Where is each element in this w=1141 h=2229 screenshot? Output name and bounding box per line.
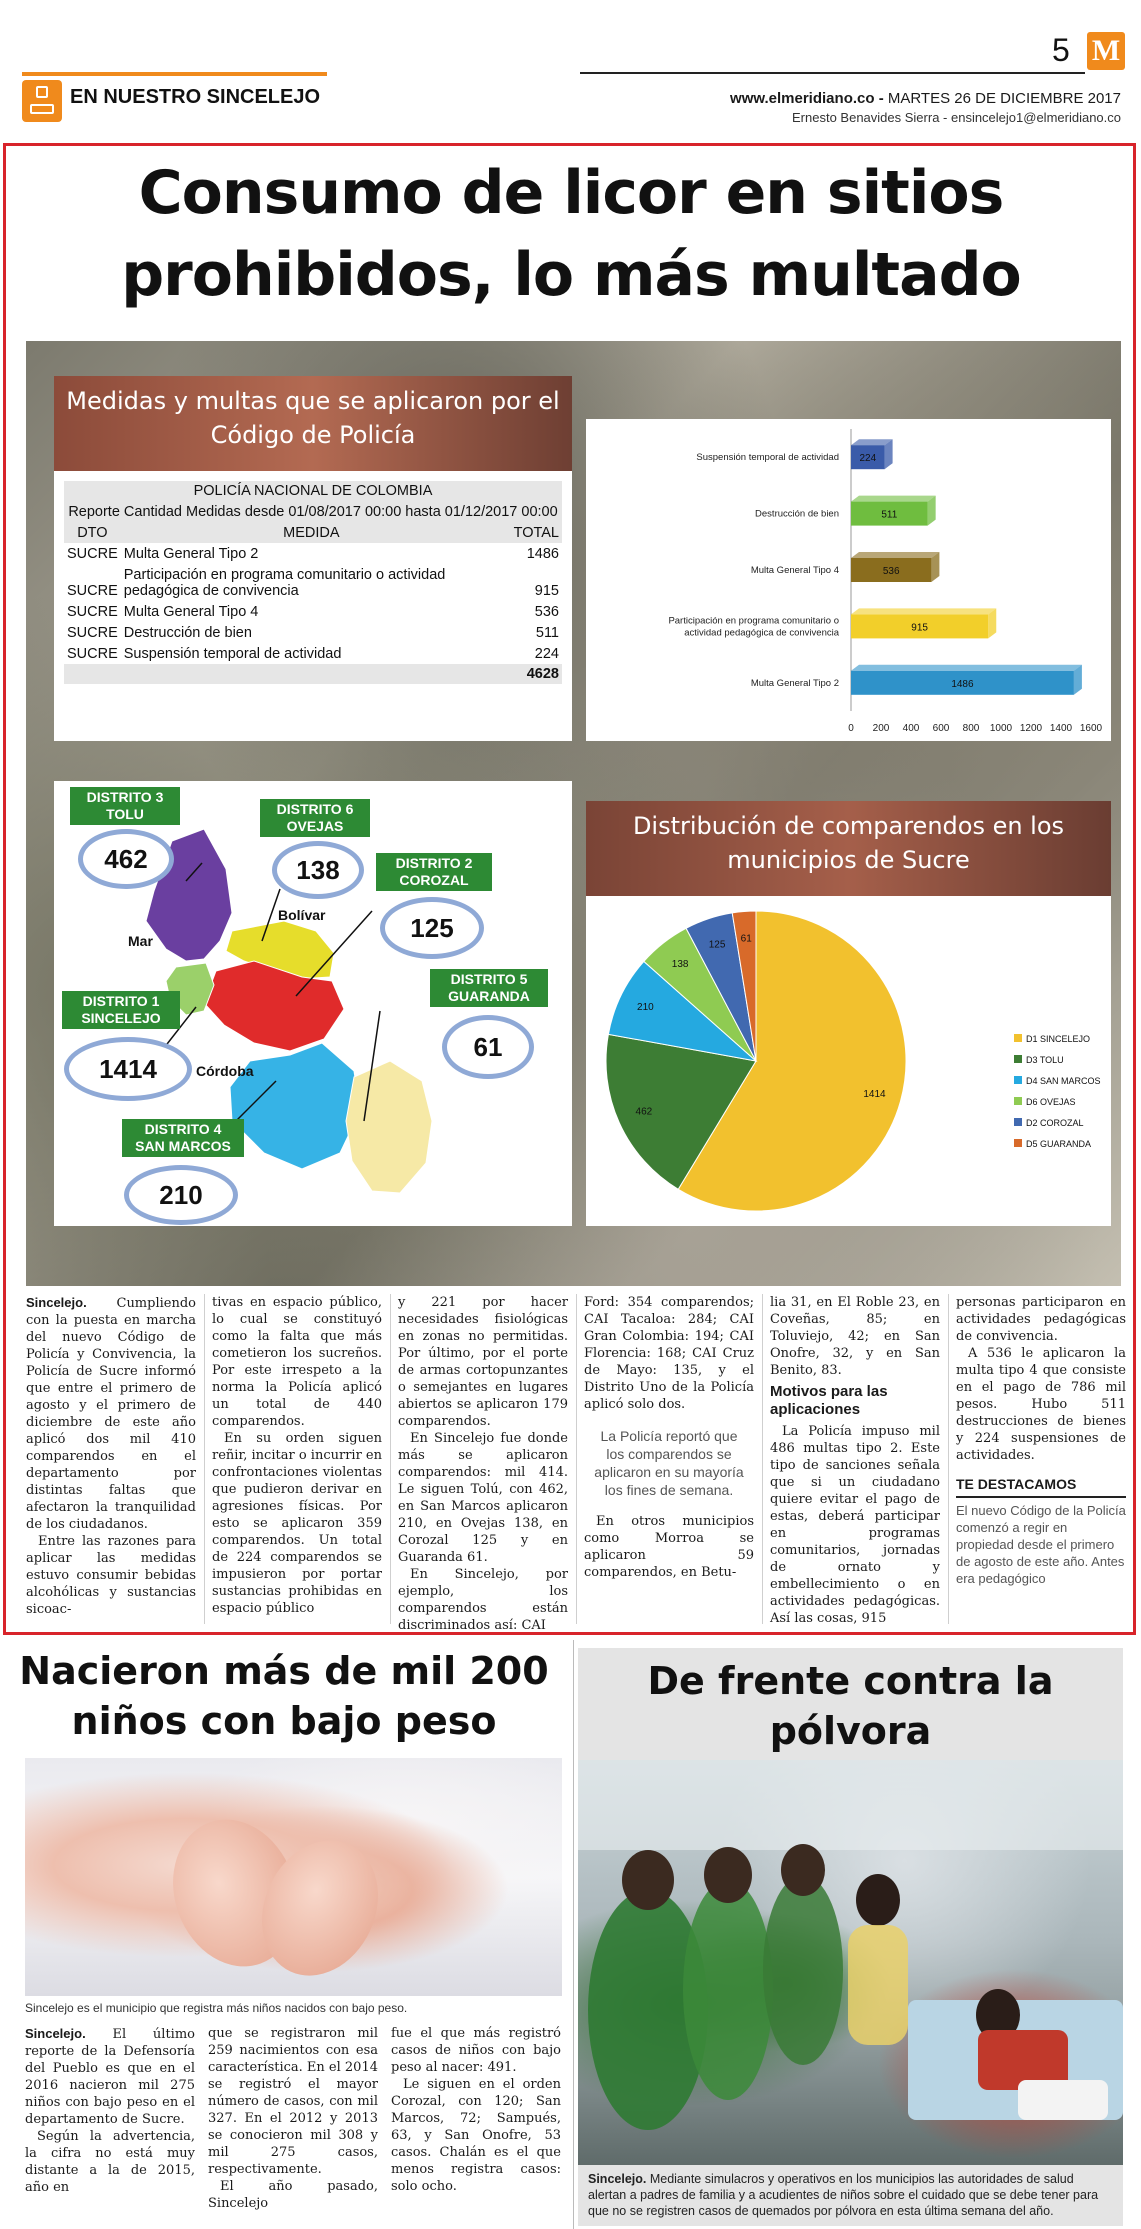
- bar-category-label: Suspensión temporal de actividad: [696, 452, 839, 464]
- background-photo: [26, 341, 1121, 1286]
- bar-data-label: 536: [882, 566, 900, 577]
- pull-quote: La Policía reportó que los comparendos se aplicaron en su mayoría los fines de semana.: [594, 1428, 744, 1498]
- table-title: Medidas y multas que se aplicaron por el Código de Policía: [66, 387, 560, 449]
- paragraph: Cumpliendo con la puesta en marcha del nuevo Código de Policía y Convivencia, la Policía de Sucre informó que entre el primero de agosto y el primero de diciembre de este año aplicó dos mil 410 comparendos en el departamento por distintas faltas que afectaron la tranquilidad de los ciudadanos.: [26, 1296, 196, 1532]
- legend-entry: D4 SAN MARCOS: [1026, 1076, 1101, 1086]
- body-column-6: [956, 1294, 1126, 1624]
- table-row: [64, 544, 562, 565]
- paragraph: tivas en espacio público, lo cual se constituyó como la falta que más cometieron los sucreños. Por este irrespeto a la norma la Policía aplicó un total de 440 comparendos.: [212, 1295, 382, 1429]
- district-count-guaranda: 61: [442, 1015, 534, 1079]
- bar-category-label: Multa General Tipo 4: [750, 565, 839, 576]
- district-label-text: DISTRITO 3 TOLU: [86, 789, 164, 822]
- table-total-row: [64, 664, 562, 684]
- paragraph: Según la advertencia, la cifra no está muy distante a la de 2015, año en: [25, 2129, 195, 2195]
- legend-swatch: [1014, 1118, 1022, 1126]
- story3-headline: De frente contra la pólvora: [647, 1659, 1054, 1753]
- body-column-3: [398, 1294, 568, 1633]
- brand-logo: M: [1087, 32, 1125, 70]
- paragraph: que se registraron mil 259 nacimientos con esa característica. En el 2014 se registró el mayor número de casos, con mil 327. En el 2012 y 2013 se conocieron mil 308 y mil 275 casos, respectivamente.: [208, 2026, 378, 2177]
- bar-tick-label: 0: [848, 723, 854, 734]
- body-column-2: [212, 1294, 382, 1624]
- district-map-panel: [54, 781, 572, 1226]
- district-label-guaranda: [430, 969, 548, 1007]
- table-header-line2: Reporte Cantidad Medidas desde 01/08/2017 00:00 hasta 01/12/2017 00:00: [64, 502, 562, 523]
- cell-medida: Destrucción de bien: [121, 623, 502, 644]
- cell-total: 511: [502, 623, 562, 644]
- district-count-tolu: 462: [78, 829, 174, 889]
- pie-data-label: 138: [671, 959, 689, 971]
- legend-entry: D1 SINCELEJO: [1026, 1034, 1091, 1044]
- district-label-sincelejo: [62, 991, 180, 1029]
- pie-data-label: 462: [635, 1106, 653, 1118]
- story2-column-1: [25, 2025, 195, 2225]
- paragraph: El año pasado, Sincelejo: [208, 2179, 378, 2211]
- table-row: [64, 644, 562, 665]
- district-label-corozal: [376, 853, 492, 891]
- te-destacamos-title: TE DESTACAMOS: [956, 1476, 1126, 1498]
- section-accent-bar: [22, 72, 327, 76]
- paragraph: y 221 por hacer necesidades fisiológicas en zonas no permitidas. Por último, por el porte de armas cortopunzantes o semejantes en lugares abiertos se aplicaron 179 comparendos.: [398, 1295, 568, 1429]
- cell-medida: Multa General Tipo 4: [121, 602, 502, 623]
- paragraph: Entre las razones para aplicar las medidas estuvo consumir bebidas alcohólicas y sustancias sicoac-: [26, 1534, 196, 1617]
- legend-swatch: [1014, 1097, 1022, 1105]
- dateline: [730, 90, 1121, 107]
- pie-chart-panel: [586, 896, 1111, 1226]
- bar-data-label: 224: [859, 453, 877, 465]
- bar-data-label: 511: [881, 509, 898, 521]
- paragraph: La Policía impuso mil 486 multas tipo 2. Este tipo de sanciones señala que si un ciudadano quiere evitar el pago de estas, deberá participar en programas comunitarios, jornadas de ornato y embellecimiento o en actividades pedagógicas. Así las cosas, 915: [770, 1424, 940, 1626]
- pie-data-label: 125: [708, 939, 726, 951]
- legend-swatch: [1014, 1139, 1022, 1147]
- district-count-ovejas: 138: [272, 841, 364, 899]
- paragraph: fue el que más registró casos de niños con bajo peso al nacer: 491.: [391, 2026, 561, 2075]
- street-lamp-icon: [22, 80, 62, 122]
- paragraph: En otros municipios como Morroa se aplicaron 59 comparendos, en Betu-: [584, 1514, 754, 1580]
- table-row: [64, 565, 562, 602]
- baby-photo-caption: Sincelejo es el municipio que registra más niños nacidos con bajo peso.: [25, 2001, 408, 2015]
- cell-dto: SUCRE: [64, 623, 121, 644]
- pie-title: Distribución de comparendos en los municipios de Sucre: [632, 812, 1065, 874]
- cell-medida: Participación en programa comunitario o actividad pedagógica de convivencia: [121, 565, 502, 602]
- bar-top-face: [851, 665, 1082, 671]
- cell-total: 536: [502, 602, 562, 623]
- bar-category-label: Destrucción de bien: [755, 508, 839, 520]
- bar-tick-label: 1400: [1049, 723, 1073, 734]
- table-header-line1: POLICÍA NACIONAL DE COLOMBIA: [64, 481, 562, 502]
- header-rule: [580, 72, 1085, 74]
- paragraph: En Sincelejo fue donde más se aplicaron comparendos: mil 414. Le siguen Tolú, con 462, en San Marcos aplicaron 210, en Ovejas 138, en Corozal 125 y en Guaranda 61.: [398, 1431, 568, 1565]
- measures-table: [64, 481, 562, 684]
- legend-entry: D6 OVEJAS: [1026, 1097, 1076, 1107]
- dateline-lead: Sincelejo.: [26, 1295, 87, 1310]
- cell-medida: Suspensión temporal de actividad: [121, 644, 502, 665]
- paragraph: En su orden siguen reñir, incitar o incurrir en confrontaciones violentas que pudieron derivar en agresiones físicas. Por esto se aplicaron 359 comparendos. Un total de 224 comparendos se impusieron por portar sustancias prohibidas en espacio público: [212, 1431, 382, 1616]
- col-header-medida: MEDIDA: [121, 523, 502, 544]
- district-count-san-marcos: 210: [124, 1165, 238, 1225]
- table-row: [64, 602, 562, 623]
- legend-entry: D3 TOLU: [1026, 1055, 1064, 1065]
- body-column-1: [26, 1294, 196, 1624]
- bar-top-face: [851, 496, 936, 502]
- cell-total: 224: [502, 644, 562, 665]
- paragraph: Ford: 354 comparendos; CAI Tacaloa: 284; CAI Gran Colombia: 194; CAI Florencia: 168; CAI Cruz de Mayo: 135, y el Distrito Uno de la Policía aplicó solo dos.: [584, 1295, 754, 1412]
- bar-tick-label: 1600: [1079, 723, 1103, 734]
- pie-title-panel: [586, 801, 1111, 896]
- page-number: 5: [1052, 32, 1070, 68]
- measures-table-panel: [54, 471, 572, 741]
- bar-chart: [586, 419, 1111, 741]
- paragraph: Le siguen en el orden Corozal, con 120; San Marcos, 72; Sampués, 63, y San Onofre, 53 casos. Chalán es el que menos registra casos: solo ocho.: [391, 2077, 561, 2194]
- caption-text: Mediante simulacros y operativos en los municipios las autoridades de salud alertan a padres de familia y a acudientes de niños sobre el cuidado que se debe tener para que no se registren casos de quemados por pólvora en esta última semana del año.: [588, 2172, 1099, 2218]
- dateline-lead: Sincelejo.: [588, 2172, 647, 2186]
- pie-data-label: 1414: [863, 1089, 886, 1101]
- district-label-text: DISTRITO 4 SAN MARCOS: [135, 1121, 231, 1154]
- column-divider: [573, 1640, 574, 2229]
- district-label-san-marcos: [122, 1119, 244, 1157]
- bar-chart-panel: [586, 419, 1111, 741]
- bar-tick-label: 1200: [1019, 723, 1043, 734]
- district-label-tolu: [70, 787, 180, 825]
- bar-data-label: 1486: [951, 678, 974, 690]
- story2-column-3: [391, 2025, 561, 2225]
- col-header-total: TOTAL: [502, 523, 562, 544]
- bar-category-label: Participación en programa comunitario o actividad pedagógica de convivencia: [668, 615, 839, 639]
- main-story: [3, 143, 1136, 1635]
- district-label-ovejas: [260, 799, 370, 837]
- paragraph: El último reporte de la Defensoría del Pueblo es que en el 2016 nacieron mil 275 niños con bajo peso en el departamento de Sucre.: [25, 2027, 195, 2127]
- cell-dto: SUCRE: [64, 644, 121, 665]
- map-place-cordoba: Córdoba: [196, 1063, 254, 1079]
- cell-total: 1486: [502, 544, 562, 565]
- bar-data-label: 915: [911, 622, 928, 634]
- section-name: EN NUESTRO SINCELEJO: [70, 86, 321, 108]
- baby-feet-photo: [25, 1758, 562, 1996]
- pie-data-label: 61: [740, 933, 752, 945]
- map-region-san-marcos: [230, 1043, 360, 1169]
- story2-column-2: [208, 2025, 378, 2225]
- story-polvora: [578, 1648, 1123, 2226]
- district-label-text: DISTRITO 6 OVEJAS: [276, 801, 354, 834]
- body-column-4: [584, 1294, 754, 1624]
- cell-dto: SUCRE: [64, 544, 121, 565]
- dateline-lead: Sincelejo.: [25, 2026, 86, 2041]
- bar-top-face: [851, 552, 939, 558]
- ambulance-scene: [578, 1760, 1123, 2165]
- body-column-5: [770, 1294, 940, 1624]
- ambulance-photo-caption: [588, 2171, 1113, 2219]
- pie-chart: [586, 896, 1111, 1226]
- district-count-sincelejo: 1414: [64, 1037, 192, 1101]
- bar-tick-label: 600: [932, 723, 950, 734]
- legend-swatch: [1014, 1055, 1022, 1063]
- district-count-corozal: 125: [380, 897, 484, 959]
- bar-top-face: [851, 608, 996, 614]
- paragraph: personas participaron en actividades pedagógicas de convivencia.: [956, 1295, 1126, 1344]
- bar-category-label: Multa General Tipo 2: [750, 677, 839, 689]
- legend-swatch: [1014, 1034, 1022, 1042]
- editor-credit: Ernesto Benavides Sierra - ensincelejo1@elmeridiano.co: [792, 110, 1121, 125]
- legend-entry: D2 COROZAL: [1026, 1118, 1084, 1128]
- bar-tick-label: 200: [872, 723, 890, 734]
- te-destacamos-text: El nuevo Código de la Policía comenzó a regir en propiedad desde el primero de agosto de este año. Antes era pedagógico: [956, 1503, 1126, 1586]
- district-label-text: DISTRITO 1 SINCELEJO: [81, 993, 161, 1026]
- col-header-dto: DTO: [64, 523, 121, 544]
- grand-total: 4628: [502, 664, 562, 684]
- paragraph: A 536 le aplicaron la multa tipo 4 que consiste en el pago de 786 mil pesos. Hubo 511 destrucciones de bienes y 224 suspensiones de actividades.: [956, 1346, 1126, 1463]
- table-title-panel: [54, 376, 572, 471]
- story2-body: [25, 2025, 562, 2225]
- paragraph: En Sincelejo, por ejemplo, los comparendos están discriminados así: CAI: [398, 1567, 568, 1633]
- paragraph: lia 31, en El Roble 23, en Coveñas, 85; en Toluviejo, 42; en San Onofre, 32, y en San Benito, 83.: [770, 1295, 940, 1378]
- district-label-text: DISTRITO 5 GUARANDA: [448, 971, 530, 1004]
- cell-medida: Multa General Tipo 2: [121, 544, 502, 565]
- cell-dto: SUCRE: [64, 602, 121, 623]
- map-place-bolivar: Bolívar: [278, 907, 326, 923]
- website-link[interactable]: www.elmeridiano.co -: [730, 90, 884, 107]
- issue-date: MARTES 26 DE DICIEMBRE 2017: [883, 90, 1121, 107]
- story2-headline: Nacieron más de mil 200 niños con bajo peso: [19, 1649, 549, 1743]
- ambulance-drill-photo: [578, 1760, 1123, 2165]
- bar-tick-label: 1000: [989, 723, 1013, 734]
- legend-entry: D5 GUARANDA: [1026, 1139, 1092, 1149]
- legend-swatch: [1014, 1076, 1022, 1084]
- main-story-body: [26, 1294, 1126, 1633]
- story-bajo-peso: [0, 1640, 568, 2229]
- map-place-mar: Mar: [128, 933, 153, 949]
- map-region-guaranda: [346, 1061, 432, 1193]
- bar-tick-label: 400: [902, 723, 920, 734]
- main-headline: Consumo de licor en sitios prohibidos, lo más multado: [121, 158, 1021, 310]
- page-header: [0, 0, 1141, 140]
- cell-dto: SUCRE: [64, 565, 121, 602]
- pie-data-label: 210: [637, 1002, 654, 1014]
- cell-total: 915: [502, 565, 562, 602]
- table-row: [64, 623, 562, 644]
- bar-tick-label: 800: [962, 723, 980, 734]
- district-label-text: DISTRITO 2 COROZAL: [395, 855, 473, 888]
- subheading: Motivos para las aplicaciones: [770, 1383, 888, 1418]
